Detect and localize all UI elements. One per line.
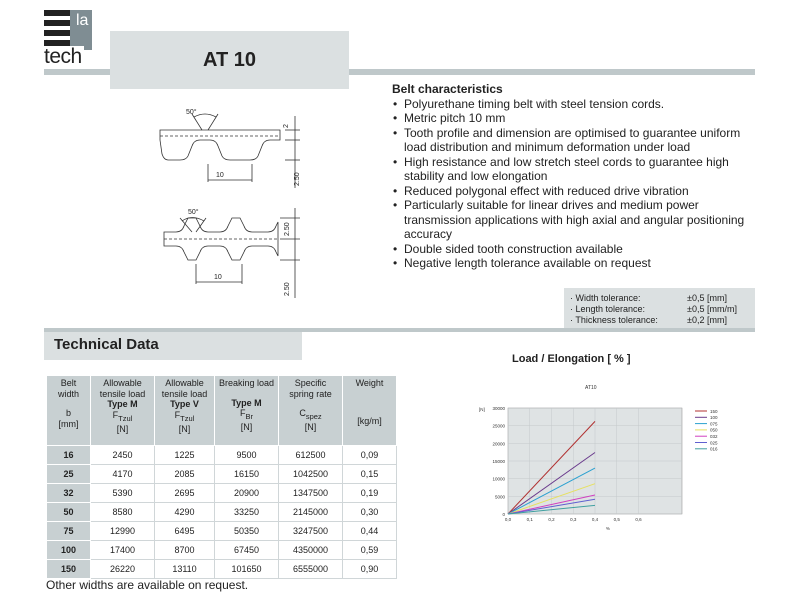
technical-data-panel [44, 332, 302, 360]
table-cell: 12990 [91, 522, 155, 541]
table-cell: 5390 [91, 484, 155, 503]
double-height-upper-label: 2.50 [284, 222, 291, 236]
tolerance-label: · Thickness tolerance: [570, 315, 658, 325]
tolerance-row [570, 304, 755, 315]
y-tick-label: 20000 [492, 441, 505, 447]
x-axis-label: % [605, 526, 610, 531]
legend-label: 025 [710, 440, 718, 446]
tolerance-value: ±0,2 [mm] [687, 315, 727, 325]
single-angle-label: 50° [186, 109, 197, 116]
col-belt-width: Belt width b [mm] [47, 376, 91, 446]
list-item: • Metric pitch 10 mm [392, 111, 762, 126]
list-item: • Particularly suitable for linear drives and medium power transmission applications with high axial and angular positioning accuracy [392, 198, 762, 242]
list-item: • Tooth profile and dimension are optimised to guarantee uniform load distribution and minimum deformation under load [392, 126, 762, 155]
table-cell: 0,44 [343, 522, 397, 541]
col-spring-rate: Specific spring rate $C_{spez}$ [N] [279, 376, 343, 446]
col-tensile-v: Allowable tensile load Type V $F_{Tzul}$ [N] [155, 376, 215, 446]
tolerance-label: · Width tolerance: [570, 293, 641, 303]
table-row [47, 522, 397, 541]
logo-text-top: la [76, 12, 89, 29]
table-cell: 0,90 [343, 560, 397, 579]
table-cell: 0,59 [343, 541, 397, 560]
double-sided-profile [164, 208, 300, 298]
table-cell: 25 [47, 465, 91, 484]
legend-label: 100 [710, 415, 718, 421]
table-header-row [47, 376, 397, 446]
table-cell: 3247500 [279, 522, 343, 541]
single-pitch-label: 10 [216, 172, 224, 179]
tolerance-value: ±0,5 [mm/m] [687, 304, 737, 314]
table-cell: 0,30 [343, 503, 397, 522]
list-item: • Double sided tooth construction available [392, 242, 762, 257]
logo-bars [44, 10, 70, 50]
x-tick-label: 0,0 [504, 517, 512, 522]
table-cell: 9500 [215, 446, 279, 465]
table-cell: 612500 [279, 446, 343, 465]
y-axis-label: [N] [479, 407, 485, 412]
col-tensile-m: Allowable tensile load Type M $F_{Tzul}$ [N] [91, 376, 155, 446]
table-cell: 1225 [155, 446, 215, 465]
table-cell: 16150 [215, 465, 279, 484]
x-tick-label: 0,6 [635, 517, 642, 522]
double-height-lower-label: 2.50 [284, 282, 291, 296]
table-cell: 26220 [91, 560, 155, 579]
double-angle-label: 50° [188, 209, 199, 216]
tolerance-value: ±0,5 [mm] [687, 293, 727, 303]
table-cell: 1347500 [279, 484, 343, 503]
table-cell: 2085 [155, 465, 215, 484]
table-cell: 6555000 [279, 560, 343, 579]
legend-label: 032 [710, 434, 718, 439]
list-item: • Reduced polygonal effect with reduced drive vibration [392, 184, 762, 199]
table-cell: 13110 [155, 560, 215, 579]
single-height-small-label: 2 [283, 124, 290, 128]
list-item: • Negative length tolerance available on request [392, 256, 762, 271]
tolerance-row [570, 315, 755, 326]
table-row [47, 484, 397, 503]
y-tick-label: 30000 [492, 406, 505, 411]
tolerance-label: · Length tolerance: [570, 304, 646, 314]
legend-label: 050 [710, 427, 718, 433]
list-item: • High resistance and low stretch steel cords to guarantee high stability and low elongation [392, 155, 762, 184]
belt-profile-drawing [150, 108, 300, 298]
legend-label: 150 [710, 408, 718, 414]
tolerance-panel [564, 288, 755, 330]
x-tick-label: 0,1 [526, 517, 533, 522]
title-panel [110, 31, 349, 89]
table-row [47, 503, 397, 522]
page-title: AT 10 [203, 48, 256, 71]
chart-subtitle: AT10 [585, 385, 597, 391]
y-tick-label: 10000 [492, 476, 505, 482]
technical-data-table [46, 375, 397, 579]
table-cell: 2145000 [279, 503, 343, 522]
col-breaking-load: Breaking load Type M $F_{Br}$ [N] [215, 376, 279, 446]
table-cell: 16 [47, 446, 91, 465]
x-tick-label: 0,3 [570, 517, 577, 522]
chart-title: Load / Elongation [ % ] [512, 353, 631, 365]
table-row [47, 446, 397, 465]
table-cell: 4350000 [279, 541, 343, 560]
y-tick-label: 0 [502, 512, 505, 517]
table-cell: 8580 [91, 503, 155, 522]
characteristics-heading: Belt characteristics [392, 82, 503, 96]
table-row [47, 465, 397, 484]
table-cell: 2450 [91, 446, 155, 465]
company-logo [44, 10, 94, 68]
table-cell: 100 [47, 541, 91, 560]
table-cell: 50 [47, 503, 91, 522]
single-height-total-label: 2.50 [294, 172, 301, 186]
characteristics-list [392, 97, 762, 271]
table-cell: 20900 [215, 484, 279, 503]
table-row [47, 560, 397, 579]
load-elongation-chart [475, 378, 775, 543]
table-cell: 150 [47, 560, 91, 579]
legend-label: 016 [710, 446, 718, 452]
table-cell: 32 [47, 484, 91, 503]
table-cell: 2695 [155, 484, 215, 503]
table-cell: 75 [47, 522, 91, 541]
table-cell: 0,09 [343, 446, 397, 465]
table-cell: 8700 [155, 541, 215, 560]
table-cell: 0,15 [343, 465, 397, 484]
belt-characteristics [392, 82, 762, 271]
x-tick-label: 0,2 [548, 517, 555, 522]
table-cell: 4170 [91, 465, 155, 484]
x-tick-label: 0,5 [613, 517, 620, 522]
table-cell: 101650 [215, 560, 279, 579]
tolerance-row [570, 293, 755, 304]
double-pitch-label: 10 [214, 274, 222, 281]
table-row [47, 541, 397, 560]
single-sided-profile [160, 114, 300, 188]
x-tick-label: 0,4 [591, 517, 599, 522]
y-tick-label: 5000 [494, 494, 505, 500]
legend-label: 075 [710, 421, 718, 427]
table-cell: 1042500 [279, 465, 343, 484]
list-item: • Polyurethane timing belt with steel tension cords. [392, 97, 762, 112]
table-cell: 33250 [215, 503, 279, 522]
table-cell: 17400 [91, 541, 155, 560]
y-tick-label: 15000 [492, 459, 505, 464]
table-cell: 67450 [215, 541, 279, 560]
col-weight: Weight [kg/m] [343, 376, 397, 446]
y-tick-label: 25000 [492, 423, 505, 429]
table-cell: 4290 [155, 503, 215, 522]
table-cell: 0,19 [343, 484, 397, 503]
technical-data-heading: Technical Data [54, 336, 159, 353]
table-cell: 50350 [215, 522, 279, 541]
table-cell: 6495 [155, 522, 215, 541]
logo-text-bottom: tech [44, 45, 82, 68]
footnote: Other widths are available on request. [46, 578, 249, 592]
